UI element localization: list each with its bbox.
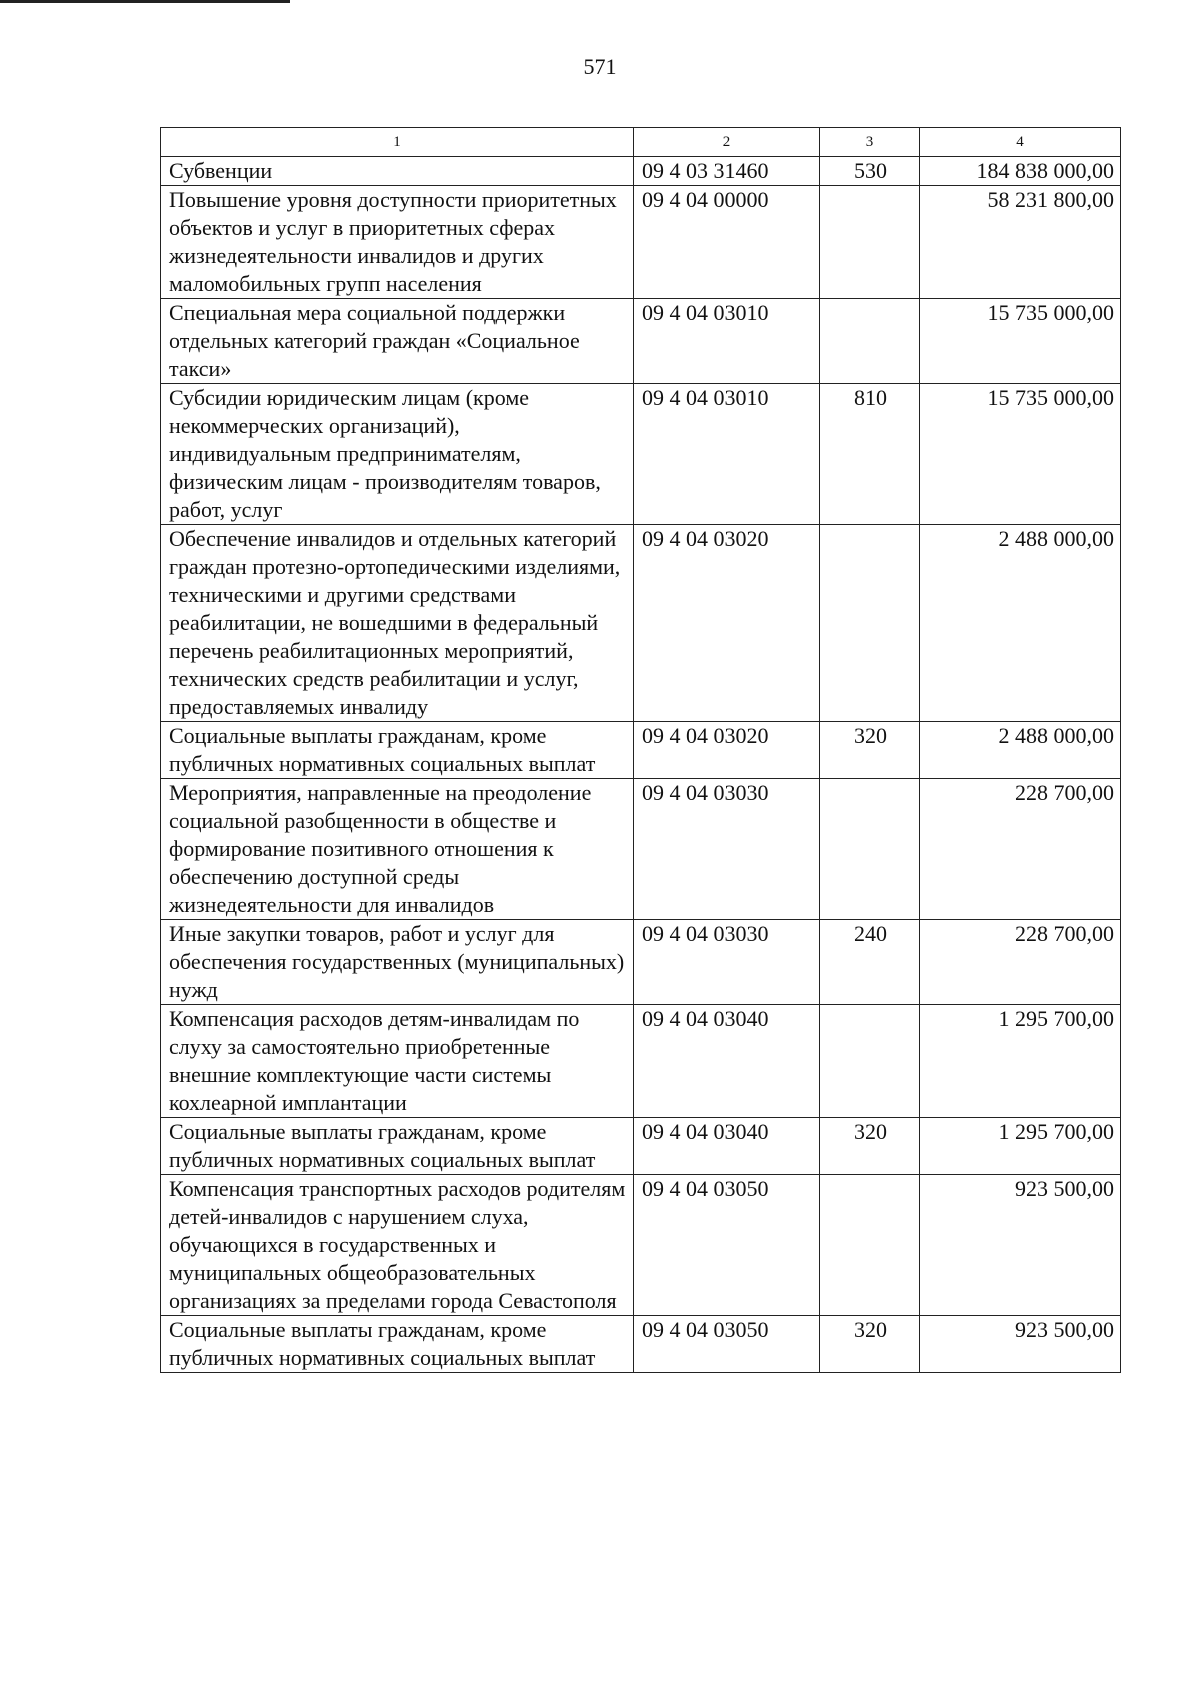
column-header-3: 3: [820, 128, 920, 157]
row-name: Иные закупки товаров, работ и услуг для обеспечения государственных (муниципальных) нужд: [161, 920, 634, 1005]
page-number: 571: [583, 54, 617, 79]
row-code: 09 4 04 03030: [634, 779, 820, 920]
row-sum: 184 838 000,00: [920, 157, 1121, 186]
scan-edge-mark: [0, 0, 290, 3]
table-row: [161, 1316, 1121, 1373]
row-expense-type: [820, 525, 920, 722]
row-sum: 1 295 700,00: [920, 1005, 1121, 1118]
row-code: 09 4 04 03020: [634, 722, 820, 779]
table-row: [161, 157, 1121, 186]
row-code: 09 4 04 00000: [634, 186, 820, 299]
row-sum: 923 500,00: [920, 1175, 1121, 1316]
row-code: 09 4 04 03040: [634, 1118, 820, 1175]
row-code: 09 4 04 03010: [634, 299, 820, 384]
row-code: 09 4 03 31460: [634, 157, 820, 186]
row-code: 09 4 04 03050: [634, 1316, 820, 1373]
row-name: Социальные выплаты гражданам, кроме публичных нормативных социальных выплат: [161, 1118, 634, 1175]
row-name: Повышение уровня доступности приоритетных объектов и услуг в приоритетных сферах жизнедеятельности инвалидов и других маломобильных групп населения: [161, 186, 634, 299]
row-expense-type: 320: [820, 722, 920, 779]
row-expense-type: 320: [820, 1118, 920, 1175]
table-row: [161, 722, 1121, 779]
row-name: Субсидии юридическим лицам (кроме некоммерческих организаций), индивидуальным предпринимателям, физическим лицам - производителям товаров, работ, услуг: [161, 384, 634, 525]
row-name: Компенсация транспортных расходов родителям детей-инвалидов с нарушением слуха, обучающихся в государственных и муниципальных общеобразовательных организациях за пределами города Севастополя: [161, 1175, 634, 1316]
row-name: Субвенции: [161, 157, 634, 186]
row-sum: 15 735 000,00: [920, 384, 1121, 525]
table-row: [161, 1118, 1121, 1175]
row-expense-type: [820, 1005, 920, 1118]
row-expense-type: 530: [820, 157, 920, 186]
row-sum: 2 488 000,00: [920, 722, 1121, 779]
row-expense-type: 240: [820, 920, 920, 1005]
row-name: Мероприятия, направленные на преодоление социальной разобщенности в обществе и формирование позитивного отношения к обеспечению доступной среды жизнедеятельности для инвалидов: [161, 779, 634, 920]
table-row: [161, 525, 1121, 722]
row-expense-type: 320: [820, 1316, 920, 1373]
row-expense-type: [820, 779, 920, 920]
column-header-4: 4: [920, 128, 1121, 157]
column-header-1: 1: [161, 128, 634, 157]
table-row: [161, 779, 1121, 920]
row-expense-type: [820, 299, 920, 384]
row-name: Обеспечение инвалидов и отдельных категорий граждан протезно-ортопедическими изделиями, техническими и другими средствами реабилитации, не вошедшими в федеральный перечень реабилитационных мероприятий, технических средств реабилитации и услуг, предоставляемых инвалиду: [161, 525, 634, 722]
row-sum: 58 231 800,00: [920, 186, 1121, 299]
row-name: Социальные выплаты гражданам, кроме публичных нормативных социальных выплат: [161, 1316, 634, 1373]
row-sum: 228 700,00: [920, 920, 1121, 1005]
row-name: Социальные выплаты гражданам, кроме публичных нормативных социальных выплат: [161, 722, 634, 779]
row-code: 09 4 04 03010: [634, 384, 820, 525]
row-code: 09 4 04 03020: [634, 525, 820, 722]
table-row: [161, 920, 1121, 1005]
row-sum: 923 500,00: [920, 1316, 1121, 1373]
column-header-2: 2: [634, 128, 820, 157]
budget-table: [160, 127, 1121, 1373]
row-expense-type: [820, 186, 920, 299]
row-name: Компенсация расходов детям-инвалидам по слуху за самостоятельно приобретенные внешние комплектующие части системы кохлеарной имплантации: [161, 1005, 634, 1118]
row-sum: 1 295 700,00: [920, 1118, 1121, 1175]
table-row: [161, 1175, 1121, 1316]
row-expense-type: 810: [820, 384, 920, 525]
row-sum: 228 700,00: [920, 779, 1121, 920]
table-header-row: [161, 128, 1121, 157]
row-code: 09 4 04 03050: [634, 1175, 820, 1316]
table-row: [161, 186, 1121, 299]
table-row: [161, 384, 1121, 525]
row-sum: 15 735 000,00: [920, 299, 1121, 384]
table-row: [161, 1005, 1121, 1118]
row-code: 09 4 04 03030: [634, 920, 820, 1005]
table-row: [161, 299, 1121, 384]
row-name: Специальная мера социальной поддержки отдельных категорий граждан «Социальное такси»: [161, 299, 634, 384]
row-code: 09 4 04 03040: [634, 1005, 820, 1118]
row-sum: 2 488 000,00: [920, 525, 1121, 722]
row-expense-type: [820, 1175, 920, 1316]
